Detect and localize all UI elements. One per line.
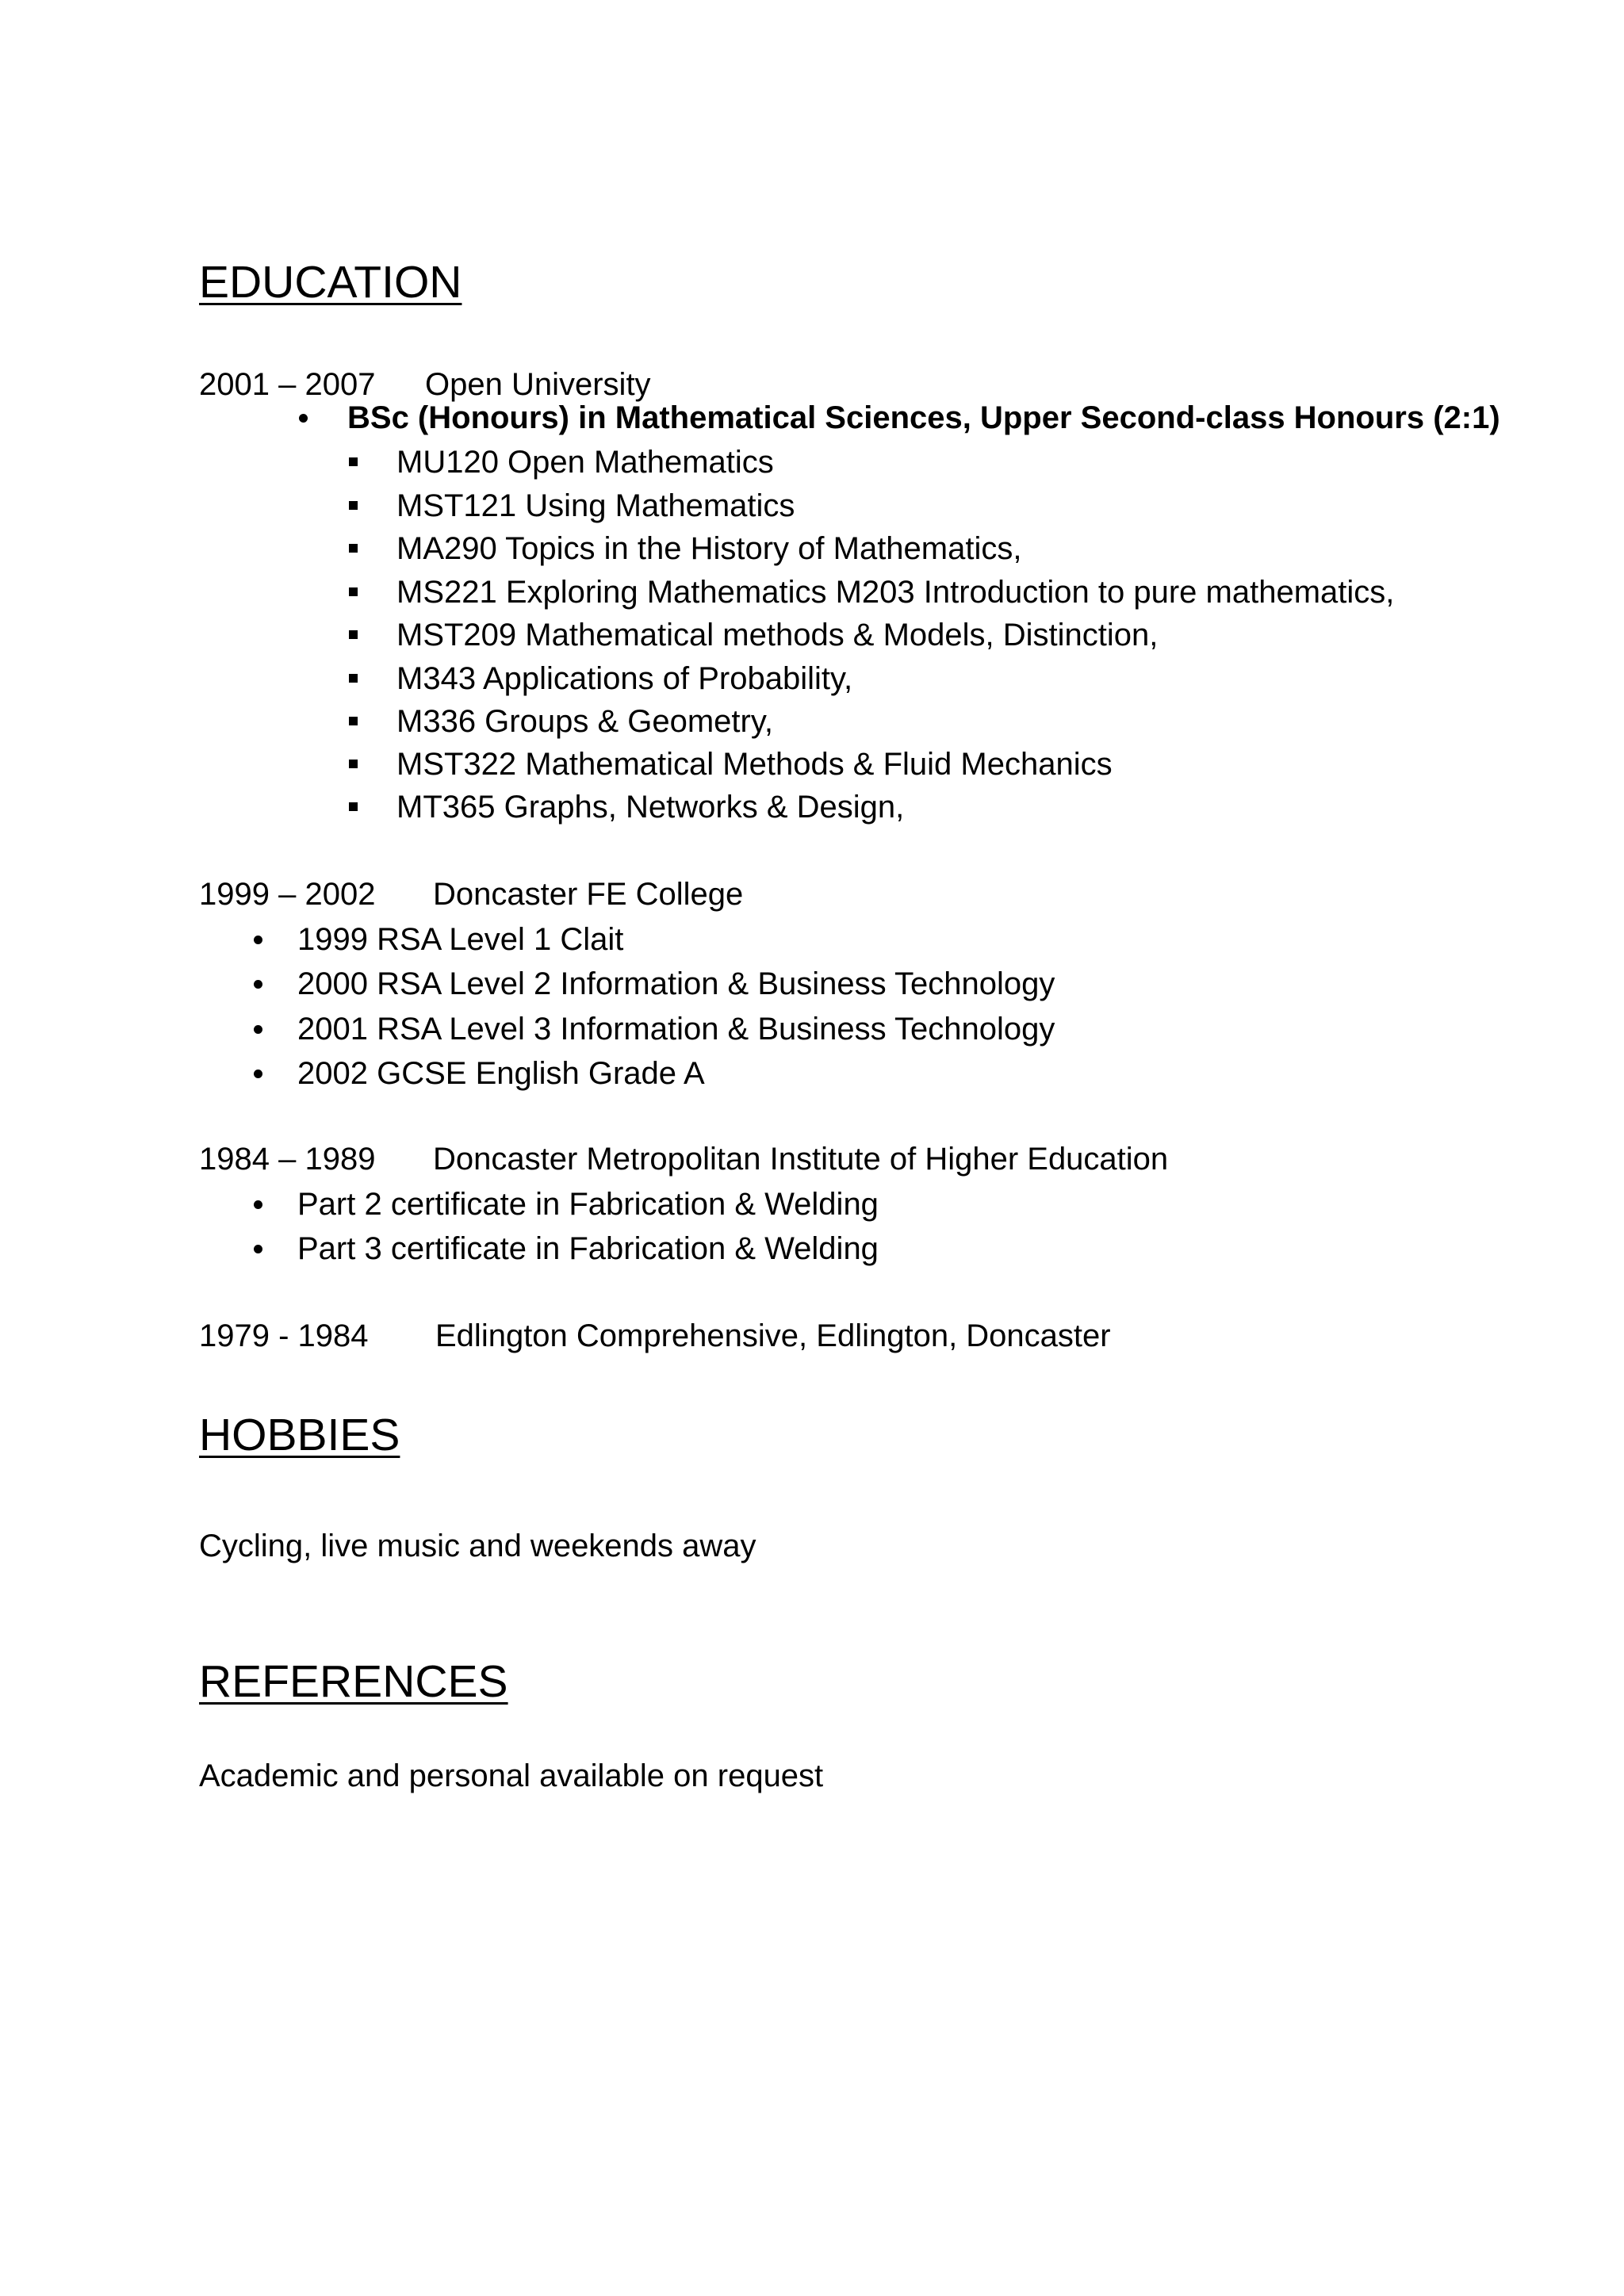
module-item: M336 Groups & Geometry,: [396, 704, 773, 739]
module-item: MST322 Mathematical Methods & Fluid Mechanics: [396, 747, 1113, 782]
module-item: MT365 Graphs, Networks & Design,: [396, 790, 905, 825]
module-item: MU120 Open Mathematics: [396, 445, 774, 480]
school-institution: Edlington Comprehensive, Edlington, Doncaster: [435, 1318, 1111, 1353]
bullet-square-icon: [349, 630, 358, 639]
bullet-square-icon: [349, 760, 358, 768]
bullet-square-icon: [349, 717, 358, 725]
hobbies-heading: HOBBIES: [199, 1410, 400, 1460]
module-item: MST209 Mathematical methods & Models, Distinction,: [396, 618, 1159, 652]
dmi-item: Part 3 certificate in Fabrication & Welding: [297, 1231, 879, 1266]
ou-years: 2001 – 2007: [199, 367, 376, 402]
fe-item: 2002 GCSE English Grade A: [297, 1056, 705, 1091]
bullet-dot-icon: [254, 1245, 262, 1253]
bullet-square-icon: [349, 457, 358, 466]
fe-item: 2000 RSA Level 2 Information & Business Technology: [297, 966, 1055, 1001]
fe-item: 2001 RSA Level 3 Information & Business Technology: [297, 1012, 1055, 1047]
ou-institution: Open University: [425, 367, 651, 402]
module-item: MS221 Exploring Mathematics M203 Introduction to pure mathematics,: [396, 575, 1395, 610]
references-text: Academic and personal available on request: [199, 1758, 824, 1793]
bullet-dot-icon: [299, 414, 308, 423]
bullet-dot-icon: [254, 1070, 262, 1078]
references-heading: REFERENCES: [199, 1656, 508, 1707]
fe-item: 1999 RSA Level 1 Clait: [297, 922, 624, 957]
fe-years: 1999 – 2002: [199, 877, 376, 912]
hobbies-text: Cycling, live music and weekends away: [199, 1529, 756, 1563]
module-item: MST121 Using Mathematics: [396, 488, 795, 523]
school-years: 1979 - 1984: [199, 1318, 369, 1353]
bullet-dot-icon: [254, 1200, 262, 1209]
dmi-item: Part 2 certificate in Fabrication & Welding: [297, 1187, 879, 1222]
bullet-square-icon: [349, 501, 358, 510]
ou-degree: BSc (Honours) in Mathematical Sciences, Upper Second-class Honours (2:1): [347, 400, 1500, 435]
bullet-dot-icon: [254, 936, 262, 944]
module-item: M343 Applications of Probability,: [396, 661, 853, 696]
dmi-institution: Doncaster Metropolitan Institute of Higher Education: [433, 1142, 1169, 1177]
education-heading: EDUCATION: [199, 257, 462, 308]
bullet-square-icon: [349, 802, 358, 811]
bullet-square-icon: [349, 674, 358, 683]
bullet-square-icon: [349, 544, 358, 553]
bullet-dot-icon: [254, 980, 262, 989]
bullet-dot-icon: [254, 1025, 262, 1034]
module-item: MA290 Topics in the History of Mathematics,: [396, 531, 1022, 566]
fe-institution: Doncaster FE College: [433, 877, 744, 912]
bullet-square-icon: [349, 587, 358, 596]
dmi-years: 1984 – 1989: [199, 1142, 376, 1177]
